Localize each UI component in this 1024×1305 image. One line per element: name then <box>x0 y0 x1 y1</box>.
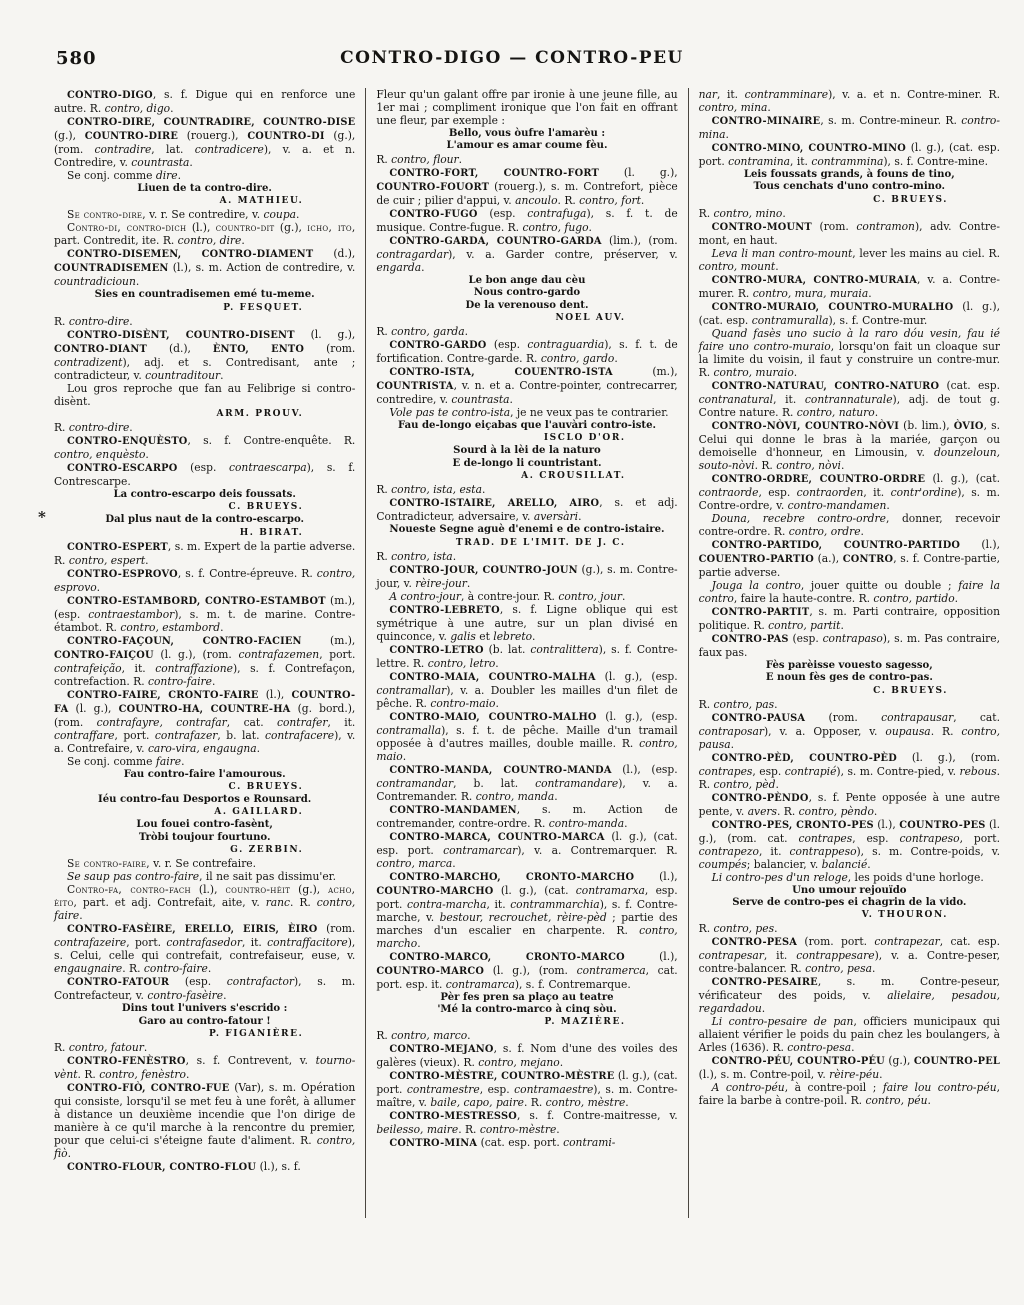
dictionary-entry: CONTRO-PAUSA (rom. contrapausar, cat. contraposar), v. a. Opposer, v. oupausa. R. contro, pausa. <box>698 710 1000 751</box>
dictionary-entry: Se contro-dire, v. r. Se contredire, v. coupa. <box>67 208 300 222</box>
continuation-paragraph: R. contro-dire. <box>54 420 133 434</box>
verse-quote <box>54 183 355 195</box>
dictionary-entry: CONTRO-ESPERT, s. m. Expert de la partie adverse. R. contro, espert. <box>54 539 356 567</box>
dictionary-entry: Se conj. comme dire. <box>67 169 181 182</box>
column-2 <box>365 88 677 1218</box>
continuation-paragraph: nar, it. contramminare), v. a. et n. Contre-miner. R. contro, mina. <box>698 88 1000 114</box>
continuation-paragraph: R. contro, flour. <box>376 152 463 166</box>
verse-quote <box>376 275 677 312</box>
verse-quote <box>54 1003 355 1028</box>
dictionary-entry: Li contro-pes d'un reloge, les poids d'une horloge. <box>711 870 984 884</box>
dictionary-entry: CONTRO-ESPROVO, s. f. Contre-épreuve. R. contro, esprovo. <box>54 566 356 594</box>
dictionary-entry: CONTRO-MOUNT (rom. contramon), adv. Contre-mont, en haut. <box>698 219 1000 247</box>
quote-attribution: C. BRUEYS. <box>873 685 948 696</box>
dictionary-entry: CONTRO-PESAIRE, s. m. Contre-peseur, vérificateur des poids, v. alielaire, pesadou, regardadou. <box>698 975 1000 1016</box>
dictionary-entry: CONTRO-ISTA, COUENTRO-ISTA (m.), COUNTRISTA, v. n. et a. Contre-pointer, contrecarrer, contredire, v. countrasta. <box>376 365 678 407</box>
verse-line: Liuen de ta contro-dire. <box>137 183 272 194</box>
continuation-paragraph: Fleur qu'un galant offre par ironie à une jeune fille, au 1er mai ; compliment ironique que l'on fait en offrant une fleur, par exemple : <box>376 88 678 127</box>
column-1 <box>54 88 355 1218</box>
verse-line: E noun fès ges de contro-pas. <box>765 672 933 684</box>
dictionary-entry: CONTRO-ENQUÈSTO, s. f. Contre-enquête. R. contro, enquèsto. <box>54 433 356 461</box>
dictionary-entry: CONTRO-MURAIO, COUNTRO-MURALHO (l. g.), (cat. esp. contramuralla), s. f. Contre-mur. <box>698 299 1000 327</box>
verse-line: Le bon ange dau cèu <box>468 274 586 286</box>
verse-quote <box>54 819 355 844</box>
verse-quote <box>376 128 677 153</box>
verse-line: Sies en countradisemen emé tu-meme. <box>94 289 315 301</box>
dictionary-entry: CONTRO-ORDRE, COUNTRO-ORDRE (l. g.), (cat. contraorde, esp. contraorden, it. contr'ordine), s. m. Contre-ordre, v. contro-mandamen. <box>698 471 1000 512</box>
dictionary-entry: CONTRO-PÉU, COUNTRO-PÉU (g.), COUNTRO-PEL (l.), s. m. Contre-poil, v. rèire-péu. <box>698 1054 1000 1082</box>
dictionary-entry: CONTRO-FATOUR (esp. contrafactor), s. m. Contrefacteur, v. contro-fasèire. <box>54 975 356 1003</box>
verse-line: Bello, vous òufre l'amarèu : <box>448 128 606 139</box>
dictionary-entry: Vole pas te contro-ista, je ne veux pas te contrarier. <box>389 406 669 420</box>
running-title: CONTRO-DIGO — CONTRO-PEU <box>340 48 684 68</box>
verse-quote <box>376 524 677 536</box>
dictionary-entry: CONTRO-FENÈSTRO, s. f. Contrevent, v. tourno-vènt. R. contro, fenèstro. <box>54 1054 356 1082</box>
verse-line: Iéu contro-fau Desportos e Rounsard. <box>98 794 312 806</box>
page-number: 580 <box>56 48 97 69</box>
dictionary-entry: CONTRO-MANDAMEN, s. m. Action de contremander, contre-ordre. R. contro-manda. <box>376 802 678 830</box>
dictionary-entry: CONTRO-ISTAIRE, ARELLO, AIRO, s. et adj. Contradicteur, adversaire, v. aversàri. <box>376 496 678 524</box>
dictionary-entry: CONTRO-PAS (esp. contrapaso), s. m. Pas contraire, faux pas. <box>698 631 1000 659</box>
dictionary-entry: CONTRO-LEBRETO, s. f. Ligne oblique qui est symétrique à une autre, sur un plan divisé en quinconce, v. galis et lebreto. <box>376 602 678 643</box>
quote-attribution: C. BRUEYS. <box>228 502 304 513</box>
dictionary-entry: Contro-di, contro-dich (l.), countro-dit (g.), icho, ito, part. Contredit, ite. R. contro, dire. <box>54 221 356 248</box>
verse-line: Lou fouei contro-fasènt, <box>136 819 273 831</box>
dictionary-entry: Jouga la contro, jouer quitte ou double ; faire la contro, faire la haute-contre. R. contro, partido. <box>698 578 1000 605</box>
continuation-paragraph: R. contro, fatour. <box>54 1041 148 1055</box>
dictionary-entry: CONTRO-MARCHO, CRONTO-MARCHO (l.), COUNTRO-MARCHO (l. g.), (cat. contramarxa, esp. port. contra-marcha, it. contrammarchia), s. f. Contre-marche, v. bestour, recrouchet, rèire-pèd ; partie des marches d'un escalier en charpente. R. contro, marcho. <box>376 869 678 950</box>
dictionary-entry: CONTRO-PES, CRONTO-PES (l.), COUNTRO-PES (l. g.), (rom. cat. contrapes, esp. contrapeso, port. contrapezo, it. contrappeso), s. m. Contre-poids, v. coumpés; balancier, v. balancié. <box>698 817 1000 871</box>
verse-line: Garo au contro-fatour ! <box>138 1015 271 1027</box>
dictionary-entry: CONTRO-FLOUR, CONTRO-FLOU (l.), s. f. <box>67 1160 301 1174</box>
dictionary-entry: Leva li man contro-mount, lever les mains au ciel. R. contro, mount. <box>698 246 1000 273</box>
quote-attribution: A. CROUSILLAT. <box>521 471 626 482</box>
quote-attribution: ARM. PROUV. <box>216 408 304 419</box>
dictionary-entry: CONTRO-PESA (rom. port. contrapezar, cat. esp. contrapesar, it. contrappesare), v. a. Contre-peser, contre-balancer. R. contro, pesa. <box>698 935 1000 976</box>
dictionary-entry: A contro-péu, à contre-poil ; faire lou contro-péu, faire la barbe à contre-poil. R. contro, péu. <box>698 1081 1000 1108</box>
dictionary-entry: CONTRO-ESTAMBORD, CONTRO-ESTAMBOT (m.), (esp. contraestambor), s. m. t. de marine. Contre-étambot. R. contro, estambord. <box>54 593 356 634</box>
verse-line: Dal plus naut de la contro-escarpo. <box>105 514 305 526</box>
continuation-paragraph: R. contro, garda. <box>376 325 469 339</box>
dictionary-entry: CONTRO-MESTRESSO, s. f. Contre-maitresse, v. beilesso, maire. R. contro-mèstre. <box>376 1109 678 1137</box>
verse-line: De la verenouso dent. <box>465 299 589 311</box>
dictionary-entry: Li contro-pesaire de pan, officiers municipaux qui allaient vérifier le poids du pain chez les boulangers, à Arles (1636). R. contro-pesa. <box>698 1015 1000 1055</box>
dictionary-entry: Douna, recebre contro-ordre, donner, recevoir contre-ordre. R. contro, ordre. <box>698 511 1000 538</box>
verse-quote <box>699 660 1000 685</box>
dictionary-entry: Contro-fa, contro-fach (l.), countro-hèit (g.), acho, èito, part. et adj. Contrefait, aite, v. ranc. R. contro, faire. <box>54 883 356 923</box>
verse-line: Noueste Segne aguè d'enemi e de contro-istaire. <box>389 524 665 536</box>
quote-attribution: P. FESQUET. <box>223 302 304 313</box>
dictionary-entry: CONTRO-PARTIDO, COUNTRO-PARTIDO (l.), COUENTRO-PARTIO (a.), CONTRO, s. f. Contre-partie, partie adverse. <box>698 537 1000 579</box>
dictionary-entry: CONTRO-DISÈNT, COUNTRO-DISENT (l. g.), CONTRO-DIANT (d.), ÈNTO, ENTO (rom. contradizent), adj. et s. Contredisant, ante ; contradicteur, v. countraditour. <box>54 327 356 382</box>
dictionary-entry: CONTRO-MEJANO, s. f. Nom d'une des voiles des galères (vieux). R. contro, mejano. <box>376 1042 678 1070</box>
quote-attribution: C. BRUEYS. <box>228 782 304 793</box>
dictionary-entry: A contro-jour, à contre-jour. R. contro, jour. <box>389 589 626 603</box>
quote-attribution: G. ZERBIN. <box>230 845 304 856</box>
dictionary-entry: CONTRO-PARTIT, s. m. Parti contraire, opposition politique. R. contro, partit. <box>698 604 1000 632</box>
continuation-paragraph: R. contro, ista, esta. <box>376 483 486 497</box>
verse-line: Serve de contro-pes ei chagrin de la vido. <box>732 897 967 909</box>
dictionary-entry: CONTRO-FAIRE, CRONTO-FAIRE (l.), COUNTRO-FA (l. g.), COUNTRO-HA, COUNTRE-HA (g. bord.), (rom. contrafayre, contrafar, cat. contrafer, it. contraffare, port. contrafazer, b. lat. contrafacere), v. a. Contrefaire, v. caro-vira, engaugna. <box>54 687 356 755</box>
dictionary-entry: CONTRO-MINA (cat. esp. port. contrami- <box>389 1136 616 1150</box>
verse-line: Tous cenchats d'uno contro-mino. <box>753 181 946 193</box>
dictionary-entry: CONTRO-DISEMEN, CONTRO-DIAMENT (d.), COUNTRADISEMEN (l.), s. m. Action de contredire, v. countradicioun. <box>54 247 356 289</box>
dictionary-entry: Lou gros reproche que fan au Felibrige si contro-disènt. <box>54 381 356 408</box>
verse-line: Nous contro-gardo <box>473 287 581 299</box>
column-3 <box>688 88 1000 1218</box>
dictionary-entry: CONTRO-MÈSTRE, COUNTRO-MÈSTRE (l. g.), (cat. port. contramestre, esp. contramaestre), s. m. Contre-maître, v. baile, capo, paire. R. contro, mèstre. <box>376 1069 678 1110</box>
quote-attribution: A. GAILLARD. <box>214 807 304 818</box>
continuation-paragraph: R. contro, marco. <box>376 1029 471 1043</box>
verse-line: E de-longo li countristant. <box>452 457 602 469</box>
verse-quote <box>54 489 355 501</box>
dictionary-entry: CONTRO-MANDA, COUNTRO-MANDA (l.), (esp. contramandar, b. lat. contramandare), v. a. Contremander. R. contro, manda. <box>376 762 678 803</box>
dictionary-entry: CONTRO-FUGO (esp. contrafuga), s. f. t. de musique. Contre-fugue. R. contro, fugo. <box>376 206 678 234</box>
verse-quote <box>699 885 1000 910</box>
quote-attribution: P. FIGANIÈRE. <box>208 1029 304 1040</box>
dictionary-entry: Se saup pas contro-faire, il ne sait pas dissimu'er. <box>67 870 337 884</box>
verse-line: Tròbi toujour fourtuno. <box>138 831 271 843</box>
verse-quote <box>54 769 355 781</box>
dictionary-entry: CONTRO-FORT, COUNTRO-FORT (l. g.), COUNTRO-FOUORT (rouerg.), s. m. Contrefort, pièce de cuir ; pilier d'appui, v. ancoulo. R. contro, fort. <box>376 165 678 207</box>
verse-quote <box>54 794 355 806</box>
quote-attribution: P. MAZIÈRE. <box>544 1017 626 1028</box>
quote-attribution: ISCLO D'OR. <box>543 433 626 444</box>
dictionary-entry: CONTRO-DIGO, s. f. Digue qui en renforce une autre. R. contro, digo. <box>54 88 356 115</box>
dictionary-entry: CONTRO-MINAIRE, s. m. Contre-mineur. R. contro-mina. <box>698 114 1000 141</box>
verse-line: Dins tout l'univers s'escrido : <box>121 1003 288 1015</box>
quote-attribution: V. THOURON. <box>861 910 948 921</box>
verse-quote <box>376 445 677 470</box>
verse-line: Fau contro-faire l'amourous. <box>123 768 286 780</box>
quote-attribution: TRAD. DE L'IMIT. DE J. C. <box>455 537 626 548</box>
dictionary-entry: CONTRO-FASÈIRE, ERELLO, EIRIS, ÈIRO (rom. contrafazeire, port. contrafasedor, it. contraffacitore), s. Celui, celle qui contrefait, contrefaiseur, euse, v. engaugnaire. R. contro-faire. <box>54 922 356 976</box>
dictionary-entry: CONTRO-GARDA, COUNTRO-GARDA (lim.), (rom. contragardar), v. a. Garder contre, préserver, v. engarda. <box>376 233 678 274</box>
verse-line: Uno umour rejouïdo <box>792 884 907 896</box>
dictionary-entry: CONTRO-MARCA, COUNTRO-MARCA (l. g.), (cat. esp. port. contramarcar), v. a. Contremarquer. R. contro, marca. <box>376 829 678 870</box>
dictionary-entry: CONTRO-FAÇOUN, CONTRO-FACIEN (m.), CONTRO-FAIÇOU (l. g.), (rom. contrafazemen, port. contrafeição, it. contraffazione), s. f. Contrefaçon, contrefaction. R. contro-faire. <box>54 633 356 688</box>
verse-line: Sourd à la lèi de la naturo <box>453 445 601 457</box>
margin-asterisk: * <box>38 508 46 526</box>
verse-line: La contro-escarpo deis foussats. <box>113 488 296 500</box>
dictionary-entry: CONTRO-MAIO, COUNTRO-MALHO (l. g.), (esp. contramalla), s. f. t. de pêche. Maille d'un tramail opposée à d'autres mailles, double maille. R. contro, maio. <box>376 709 678 763</box>
verse-quote <box>54 289 355 301</box>
verse-quote <box>376 992 677 1017</box>
dictionary-entry: Quand fasès uno sucio à la raro dóu vesin, fau ié faire uno contro-muraio, lorsqu'on fait un cloaque sur la limite du voisin, il faut y construire un contre-mur. R. contro, muraio. <box>698 326 1000 379</box>
dictionary-entry: CONTRO-NÒVI, COUNTRO-NÒVI (b. lim.), ÒVIO, s. Celui qui donne le bras à la mariée, garçon ou demoiselle d'honneur, en Limousin, v. dounzeloun, souto-nòvi. R. contro, nòvi. <box>698 418 1000 472</box>
dictionary-entry: CONTRO-MARCO, CRONTO-MARCO (l.), COUNTRO-MARCO (l. g.), (rom. contramerca, cat. port. esp. it. contramarca), s. f. Contremarque. <box>376 949 678 991</box>
quote-attribution: C. BRUEYS. <box>873 194 948 205</box>
verse-line: Leis foussats grands, à founs de tino, <box>743 169 955 180</box>
verse-quote <box>376 420 677 432</box>
quote-attribution: H. BIRAT. <box>239 527 304 538</box>
dictionary-entry: Se conj. comme faire. <box>67 754 185 768</box>
dictionary-entry: CONTRO-MURA, CONTRO-MURAIA, v. a. Contre-murer. R. contro, mura, muraia. <box>698 272 1000 300</box>
continuation-paragraph: R. contro, ista. <box>376 549 457 563</box>
dictionary-entry: CONTRO-PÈNDO, s. f. Pente opposée à une autre pente, v. avers. R. contro, pèndo. <box>698 790 1000 818</box>
dictionary-entry: CONTRO-JOUR, COUNTRO-JOUN (g.), s. m. Contre-jour, v. rèire-jour. <box>376 562 678 590</box>
verse-line: 'Mé la contro-marco à cinq sòu. <box>437 1004 617 1016</box>
quote-attribution: NOEL AUV. <box>555 313 626 324</box>
dictionary-entry: CONTRO-FIÒ, CONTRO-FUE (Var), s. m. Opération qui consiste, lorsqu'il se met feu à une forêt, à allumer à distance un deuxième incendie que l'on dirige de manière à ce qu'il marche à la rencontre du premier, pour que celui-ci s'éteigne faute d'aliment. R. contro, fiò. <box>54 1081 356 1161</box>
verse-quote <box>54 514 355 526</box>
dictionary-entry: CONTRO-LETRO (b. lat. contralittera), s. f. Contre-lettre. R. contro, letro. <box>376 642 678 670</box>
dictionary-entry: CONTRO-NATURAU, CONTRO-NATURO (cat. esp. contranatural, it. contrannaturale), adj. de tout g. Contre nature. R. contro, naturo. <box>698 378 1000 419</box>
dictionary-entry: CONTRO-ESCARPO (esp. contraescarpa), s. f. Contrescarpe. <box>54 460 356 488</box>
dictionary-entry: CONTRO-MINO, COUNTRO-MINO (l. g.), (cat. esp. port. contramina, it. contrammina), s. f. Contre-mine. <box>698 141 1000 168</box>
dictionary-entry: CONTRO-MAIA, COUNTRO-MALHA (l. g.), (esp. contramallar), v. a. Doubler les mailles d'un filet de pêche. R. contro-maio. <box>376 669 678 710</box>
dictionary-entry: CONTRO-DIRE, COUNTRADIRE, COUNTRO-DISE (g.), COUNTRO-DIRE (rouerg.), COUNTRO-DI (g.), (rom. contradire, lat. contradicere), v. a. et n. Contredire, v. countrasta. <box>54 117 356 169</box>
continuation-paragraph: R. contro-dire. <box>54 314 133 328</box>
continuation-paragraph: R. contro, mino. <box>698 206 786 220</box>
quote-attribution: A. MATHIEU. <box>219 196 304 207</box>
continuation-paragraph: R. contro, pes. <box>698 922 778 936</box>
verse-line: L'amour es amar coume fèu. <box>446 140 608 152</box>
dictionary-entry: CONTRO-GARDO (esp. contraguardia), s. f. t. de fortification. Contre-garde. R. contro, gardo. <box>376 338 678 366</box>
continuation-paragraph: R. contro, pas. <box>698 697 778 711</box>
dictionary-entry: Se contro-faire, v. r. Se contrefaire. <box>67 857 257 871</box>
dictionary-entry: CONTRO-PÈD, COUNTRO-PÈD (l. g.), (rom. contrapes, esp. contrapié), s. m. Contre-pied, v. rebous. R. contro, pèd. <box>698 750 1000 791</box>
verse-quote <box>699 169 1000 194</box>
text-columns <box>54 88 1000 1218</box>
verse-line: Pèr fes pren sa plaço au teatre <box>440 991 614 1003</box>
verse-line: Fau de-longo eiçabas que l'auvàri contro-iste. <box>397 420 657 432</box>
verse-line: Fès parèisse vouesto sagesso, <box>765 659 933 671</box>
